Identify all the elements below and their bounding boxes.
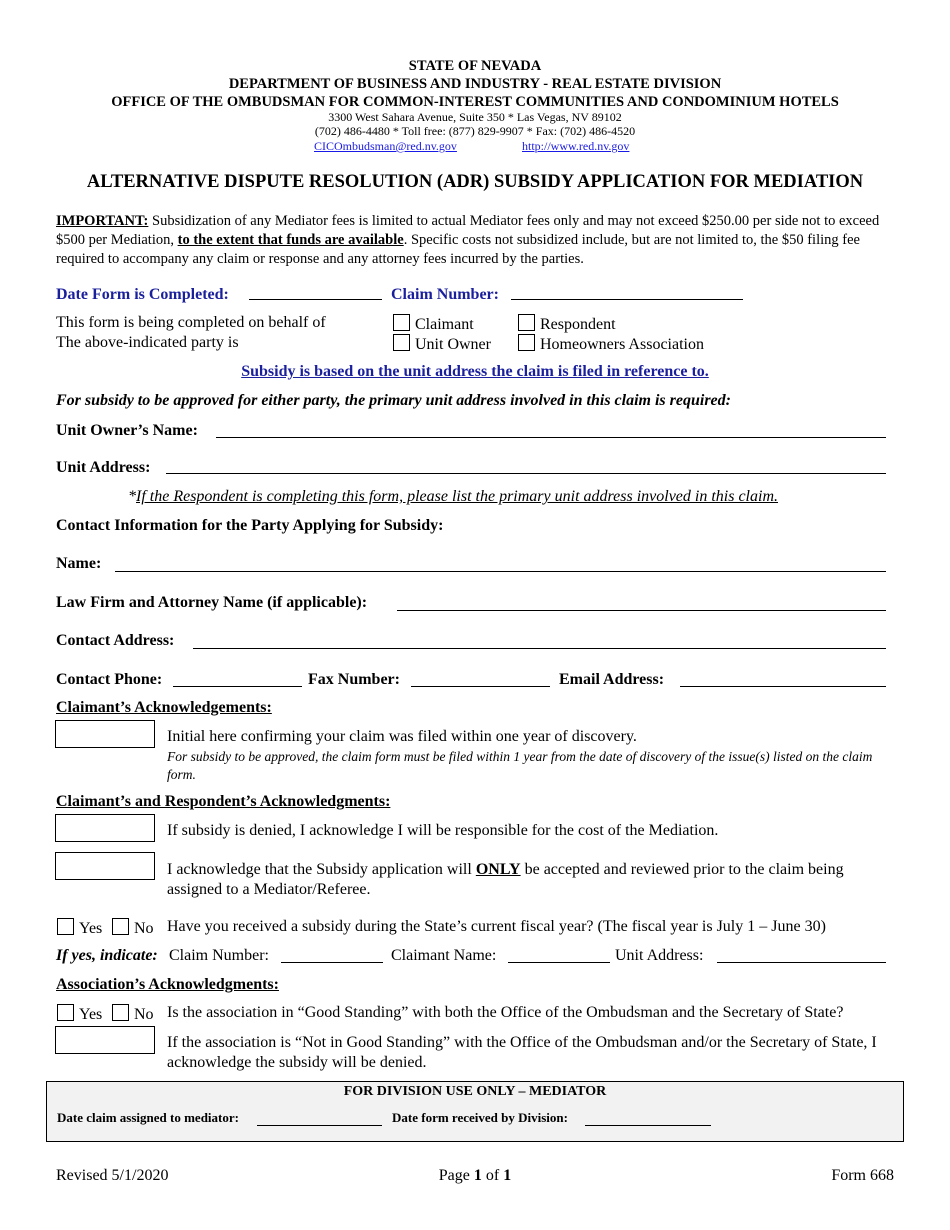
not-good-standing-initial-box[interactable] bbox=[55, 1026, 155, 1054]
unit-owner-checkbox[interactable] bbox=[393, 334, 410, 351]
page-of: of bbox=[481, 1167, 504, 1184]
date-received-field[interactable] bbox=[585, 1125, 711, 1126]
fax-number-field[interactable] bbox=[411, 686, 550, 687]
claim-number-label: Claim Number: bbox=[391, 286, 499, 303]
page-total: 1 bbox=[503, 1167, 512, 1184]
good-standing-yes-option[interactable] bbox=[57, 1004, 102, 1024]
respondent-option[interactable] bbox=[518, 314, 616, 334]
respondent-note-text: If the Respondent is completing this form, please list the primary unit address involved in this claim. bbox=[136, 488, 778, 505]
fiscal-no-checkbox[interactable] bbox=[112, 918, 129, 935]
fax-number-label: Fax Number: bbox=[308, 671, 400, 688]
not-good-standing-statement: If the association is “Not in Good Standing” with the Office of the Ombudsman and/or the Secretary of State, I acknowledge the subsidy will be denied. bbox=[167, 1034, 877, 1071]
unit-owner-option[interactable] bbox=[393, 334, 491, 354]
important-text-2: . Specific costs not subsidized include, but are not limited to, the $50 filing fee required to accompany any claim or response and any attorney fees incurred by the parties. bbox=[56, 232, 860, 267]
page-number bbox=[0, 1167, 950, 1185]
if-yes-claim-number-label: Claim Number: bbox=[169, 947, 269, 964]
email-link[interactable]: CICOmbudsman@red.nv.gov bbox=[314, 139, 457, 153]
date-assigned-label: Date claim assigned to mediator: bbox=[57, 1110, 239, 1125]
date-received-label: Date form received by Division: bbox=[392, 1110, 568, 1125]
page-word: Page bbox=[438, 1167, 474, 1184]
date-completed-label: Date Form is Completed: bbox=[56, 286, 229, 303]
date-completed-field[interactable] bbox=[249, 299, 382, 300]
only-ack-text-b: be accepted and reviewed prior to the claim being assigned to a Mediator/Referee. bbox=[167, 861, 844, 898]
hoa-checkbox[interactable] bbox=[518, 334, 535, 351]
only-ack-emphasis: ONLY bbox=[475, 861, 521, 878]
fiscal-yes-option[interactable] bbox=[57, 918, 102, 938]
date-assigned-field[interactable] bbox=[257, 1125, 382, 1126]
party-line-2: The above-indicated party is bbox=[56, 334, 239, 351]
respondent-option-label: Respondent bbox=[540, 316, 616, 333]
claimant-option[interactable] bbox=[393, 314, 474, 334]
fiscal-yes-label: Yes bbox=[79, 920, 103, 937]
good-standing-question: Is the association in “Good Standing” with both the Office of the Ombudsman and the Secretary of State? bbox=[167, 1004, 844, 1021]
division-use-box bbox=[46, 1081, 904, 1142]
fiscal-question: Have you received a subsidy during the State’s current fiscal year? (The fiscal year is July 1 – June 30) bbox=[167, 918, 826, 935]
contact-name-field[interactable] bbox=[115, 571, 886, 572]
form-number: Form 668 bbox=[831, 1167, 894, 1184]
hoa-option[interactable] bbox=[518, 334, 704, 354]
email-address-label: Email Address: bbox=[559, 671, 665, 688]
claimant-option-label: Claimant bbox=[415, 316, 474, 333]
important-notice bbox=[56, 212, 896, 269]
good-standing-no-option[interactable] bbox=[112, 1004, 154, 1024]
claimant-ack-note: For subsidy to be approved, the claim form must be filed within 1 year from the date of discovery of the issue(s) listed on the claim form. bbox=[167, 749, 873, 782]
website-link-wrap bbox=[522, 138, 629, 154]
fiscal-no-option[interactable] bbox=[112, 918, 154, 938]
only-ack-text bbox=[167, 860, 897, 900]
good-standing-yes-label: Yes bbox=[79, 1006, 103, 1023]
website-link[interactable]: http://www.red.nv.gov bbox=[522, 139, 630, 153]
unit-owner-name-field[interactable] bbox=[216, 437, 886, 438]
law-firm-label: Law Firm and Attorney Name (if applicable): bbox=[56, 594, 368, 611]
hoa-option-label: Homeowners Association bbox=[540, 336, 704, 353]
page-current: 1 bbox=[473, 1167, 482, 1184]
division-use-heading: FOR DIVISION USE ONLY – MEDIATOR bbox=[343, 1084, 607, 1099]
email-address-field[interactable] bbox=[680, 686, 886, 687]
only-ack-text-a: I acknowledge that the Subsidy application will bbox=[167, 861, 476, 878]
only-ack-initial-box[interactable] bbox=[55, 852, 155, 880]
revised-date: Revised 5/1/2020 bbox=[56, 1167, 169, 1184]
claimant-initial-box[interactable] bbox=[55, 720, 155, 748]
contact-name-label: Name: bbox=[56, 555, 102, 572]
if-yes-claimant-name-label: Claimant Name: bbox=[391, 947, 497, 964]
good-standing-no-label: No bbox=[134, 1006, 154, 1023]
contact-phone-field[interactable] bbox=[173, 686, 302, 687]
good-standing-yes-checkbox[interactable] bbox=[57, 1004, 74, 1021]
if-yes-claim-number-field[interactable] bbox=[281, 962, 383, 963]
office-heading: OFFICE OF THE OMBUDSMAN FOR COMMON-INTEREST COMMUNITIES AND CONDOMINIUM HOTELS bbox=[111, 94, 839, 110]
respondent-checkbox[interactable] bbox=[518, 314, 535, 331]
important-label: IMPORTANT: bbox=[56, 213, 149, 229]
unit-address-label: Unit Address: bbox=[56, 459, 151, 476]
assoc-ack-heading: Association’s Acknowledgments: bbox=[56, 976, 279, 993]
office-address: 3300 West Sahara Avenue, Suite 350 * Las Vegas, NV 89102 bbox=[328, 110, 622, 124]
claim-number-field[interactable] bbox=[511, 299, 743, 300]
subsidy-note: Subsidy is based on the unit address the claim is filed in reference to. bbox=[241, 363, 709, 380]
law-firm-field[interactable] bbox=[397, 610, 886, 611]
state-heading: STATE OF NEVADA bbox=[408, 58, 542, 74]
form-title: ALTERNATIVE DISPUTE RESOLUTION (ADR) SUBSIDY APPLICATION FOR MEDIATION bbox=[86, 172, 864, 192]
claimant-ack-heading: Claimant’s Acknowledgements: bbox=[56, 699, 272, 716]
claimant-ack-text: Initial here confirming your claim was filed within one year of discovery. bbox=[167, 728, 637, 745]
if-yes-unit-address-label: Unit Address: bbox=[615, 947, 704, 964]
if-yes-unit-address-field[interactable] bbox=[717, 962, 886, 963]
important-emphasis: to the extent that funds are available bbox=[177, 232, 404, 248]
fiscal-yes-checkbox[interactable] bbox=[57, 918, 74, 935]
unit-address-field[interactable] bbox=[166, 473, 886, 474]
claimant-checkbox[interactable] bbox=[393, 314, 410, 331]
contact-address-label: Contact Address: bbox=[56, 632, 175, 649]
unit-owner-name-label: Unit Owner’s Name: bbox=[56, 422, 198, 439]
primary-address-required: For subsidy to be approved for either party, the primary unit address involved in this claim is required: bbox=[56, 392, 731, 409]
respondent-note-star: * bbox=[128, 488, 136, 505]
contact-heading: Contact Information for the Party Applying for Subsidy: bbox=[56, 517, 444, 534]
contact-phone-label: Contact Phone: bbox=[56, 671, 163, 688]
unit-owner-option-label: Unit Owner bbox=[415, 336, 491, 353]
if-yes-claimant-name-field[interactable] bbox=[508, 962, 610, 963]
department-heading: DEPARTMENT OF BUSINESS AND INDUSTRY - REAL ESTATE DIVISION bbox=[228, 76, 722, 92]
good-standing-no-checkbox[interactable] bbox=[112, 1004, 129, 1021]
party-line-1: This form is being completed on behalf of bbox=[56, 314, 326, 331]
contact-address-field[interactable] bbox=[193, 648, 886, 649]
email-link-wrap bbox=[314, 138, 457, 154]
office-phones: (702) 486-4480 * Toll free: (877) 829-9907 * Fax: (702) 486-4520 bbox=[314, 124, 636, 138]
both-ack-heading: Claimant’s and Respondent’s Acknowledgments: bbox=[56, 793, 391, 810]
important-text-1: Subsidization of any Mediator fees is limited to actual Mediator fees only and may not exceed $250.00 per side not to exceed $500 per Mediation, bbox=[56, 213, 880, 248]
fiscal-no-label: No bbox=[134, 920, 154, 937]
denied-ack-text: If subsidy is denied, I acknowledge I will be responsible for the cost of the Mediation. bbox=[167, 822, 719, 839]
respondent-note bbox=[128, 488, 778, 506]
if-yes-label: If yes, indicate: bbox=[56, 947, 158, 964]
denied-ack-initial-box[interactable] bbox=[55, 814, 155, 842]
